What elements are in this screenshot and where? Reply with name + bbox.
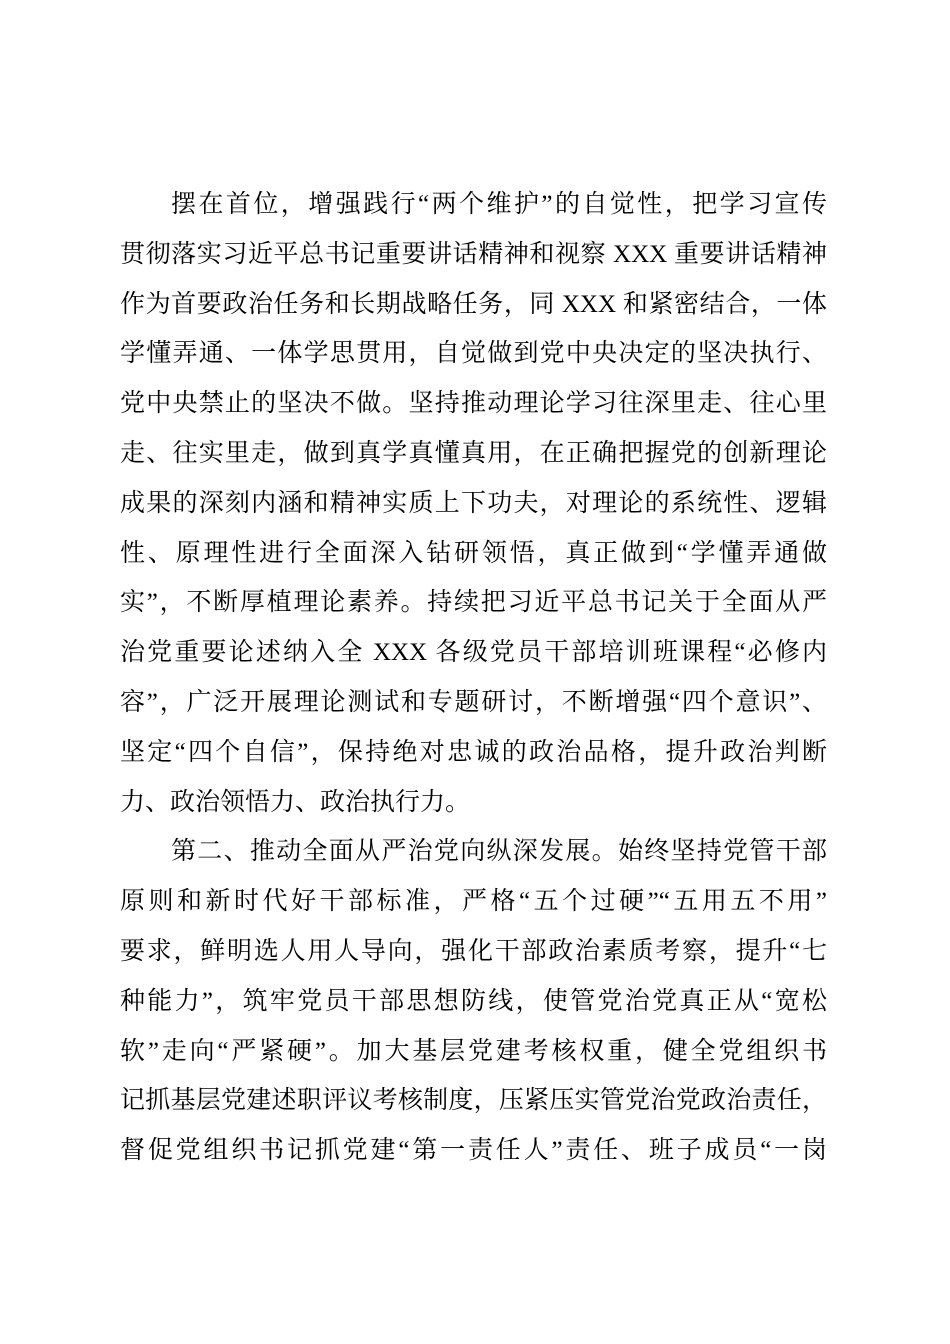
text-line: 学懂弄通、一体学思贯用，自觉做到党中央决定的坚决执行、 [120,340,827,368]
text-line: 种能力”，筑牢党员干部思想防线，使管党治党真正从“宽松 [120,987,827,1015]
text-line: 督促党组织书记抓党建“第一责任人”责任、班子成员“一岗 [120,1137,827,1165]
text-line: 实”，不断厚植理论素养。持续把习近平总书记关于全面从严 [120,589,827,617]
text-line: 要求，鲜明选人用人导向，强化干部政治素质考察，提升“七 [120,937,827,965]
text-line: 走、往实里走，做到真学真懂真用，在正确把握党的创新理论 [120,439,827,467]
document-body [120,180,827,1176]
paragraph-1 [120,180,827,827]
text-line: 记抓基层党建述职评议考核制度，压紧压实管党治党政治责任， [120,1087,827,1115]
text-line: 作为首要政治任务和长期战略任务，同 XXX 和紧密结合，一体 [120,290,827,318]
text-line: 成果的深刻内涵和精神实质上下功夫，对理论的系统性、逻辑 [120,489,827,517]
text-line: 贯彻落实习近平总书记重要讲话精神和视察 XXX 重要讲话精神 [120,240,827,268]
text-line: 容”，广泛开展理论测试和专题研讨，不断增强“四个意识”、 [120,688,827,716]
paragraph-2 [120,827,827,1176]
text-line: 原则和新时代好干部标准，严格“五个过硬”“五用五不用” [120,888,827,916]
text-line: 坚定“四个自信”，保持绝对忠诚的政治品格，提升政治判断 [120,738,827,766]
text-line: 治党重要论述纳入全 XXX 各级党员干部培训班课程“必修内 [120,639,827,667]
text-line: 党中央禁止的坚决不做。坚持推动理论学习往深里走、往心里 [120,390,827,418]
text-line: 性、原理性进行全面深入钻研领悟，真正做到“学懂弄通做 [120,539,827,567]
text-line: 力、政治领悟力、政治执行力。 [120,788,471,816]
text-line: 第二、推动全面从严治党向纵深发展。始终坚持党管干部 [171,838,827,866]
text-line: 软”走向“严紧硬”。加大基层党建考核权重，健全党组织书 [120,1037,827,1065]
text-line: 摆在首位，增强践行“两个维护”的自觉性，把学习宣传 [171,191,827,218]
